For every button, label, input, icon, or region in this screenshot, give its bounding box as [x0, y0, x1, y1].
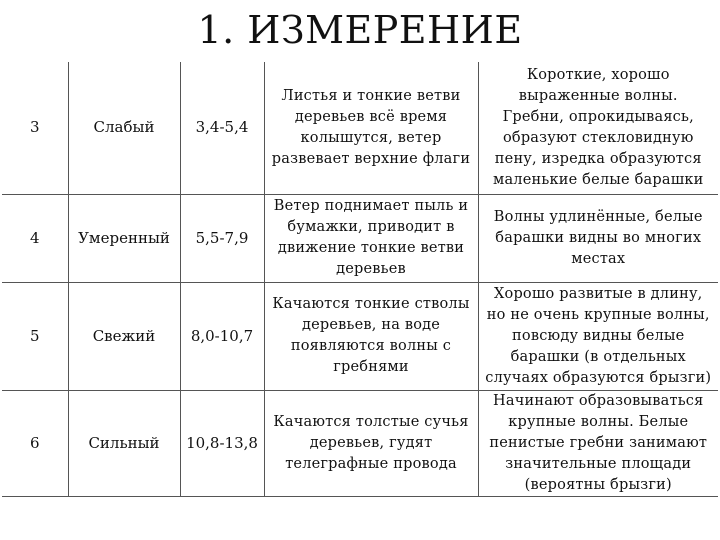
land-line: Качаются тонкие стволы [272, 296, 470, 312]
sea-line: Гребни, опрокидываясь, [502, 108, 694, 125]
force-cell: 4 [2, 194, 68, 282]
sea-effect-cell [478, 390, 718, 496]
land-effect-cell [264, 282, 478, 390]
wind-scale-table [2, 62, 718, 497]
wind-name-cell: Сильный [68, 390, 180, 496]
slide-title: 1. ИЗМЕРЕНИЕ [197, 8, 523, 52]
sea-line: повсюду видны белые [512, 327, 685, 344]
sea-line: Короткие, хорошо [526, 66, 670, 83]
force-cell: 5 [2, 282, 68, 390]
land-effect-cell [264, 194, 478, 282]
wind-name-cell: Умеренный [68, 194, 180, 282]
land-line: Ветер поднимает пыль и [273, 198, 469, 214]
wind-speed-cell: 5,5-7,9 [180, 194, 264, 282]
sea-effect-cell [478, 282, 718, 390]
table-row [2, 282, 718, 390]
sea-line: барашки (в отдельных [510, 348, 686, 365]
land-line: бумажки, приводит в [287, 219, 455, 235]
land-line: движение тонкие ветви [277, 240, 465, 256]
land-line: телеграфные провода [285, 455, 457, 472]
wind-speed-cell: 8,0-10,7 [180, 282, 264, 390]
sea-line: маленькие белые барашки [492, 171, 704, 188]
sea-line: значительные площади [505, 455, 692, 472]
land-line: деревьев всё время [294, 108, 448, 125]
land-line: гребнями [333, 359, 409, 375]
land-line: колышутся, ветер [300, 129, 442, 146]
sea-line: но не очень крупные волны, [486, 306, 710, 323]
sea-line: Хорошо развитые в длину, [494, 285, 703, 302]
land-line: Качаются толстые сучья [273, 413, 469, 430]
sea-line: барашки видны во многих [495, 229, 702, 246]
sea-line: Начинают образовываться [493, 392, 704, 409]
force-cell: 6 [2, 390, 68, 496]
sea-line: пену, изредка образуются [494, 150, 702, 167]
sea-effect-cell [478, 62, 718, 194]
land-line: появляются волны с [290, 338, 452, 354]
wind-speed-cell: 10,8-13,8 [180, 390, 264, 496]
sea-line: местах [571, 250, 626, 267]
land-line: Листья и тонкие ветви [281, 87, 461, 104]
force-cell: 3 [2, 62, 68, 194]
sea-line: крупные волны. Белые [508, 413, 689, 430]
land-line: деревьев [336, 261, 406, 277]
sea-effect-cell [478, 194, 718, 282]
wind-speed-cell: 3,4-5,4 [180, 62, 264, 194]
sea-line: образуют стекловидную [502, 129, 694, 146]
land-line: развевает верхние флаги [271, 150, 471, 167]
land-line: деревьев, гудят [309, 434, 433, 451]
land-effect-cell [264, 62, 478, 194]
sea-line: выраженные волны. [518, 87, 678, 104]
sea-line: случаях образуются брызги) [485, 369, 712, 386]
land-effect-cell [264, 390, 478, 496]
sea-line: Волны удлинённые, белые [493, 208, 703, 225]
table-row [2, 62, 718, 194]
sea-line: (вероятны брызги) [524, 476, 672, 493]
table-row [2, 390, 718, 496]
table-row [2, 194, 718, 282]
sea-line: пенистые гребни занимают [489, 434, 708, 451]
wind-name-cell: Свежий [68, 282, 180, 390]
wind-name-cell: Слабый [68, 62, 180, 194]
land-line: деревьев, на воде [301, 317, 441, 333]
